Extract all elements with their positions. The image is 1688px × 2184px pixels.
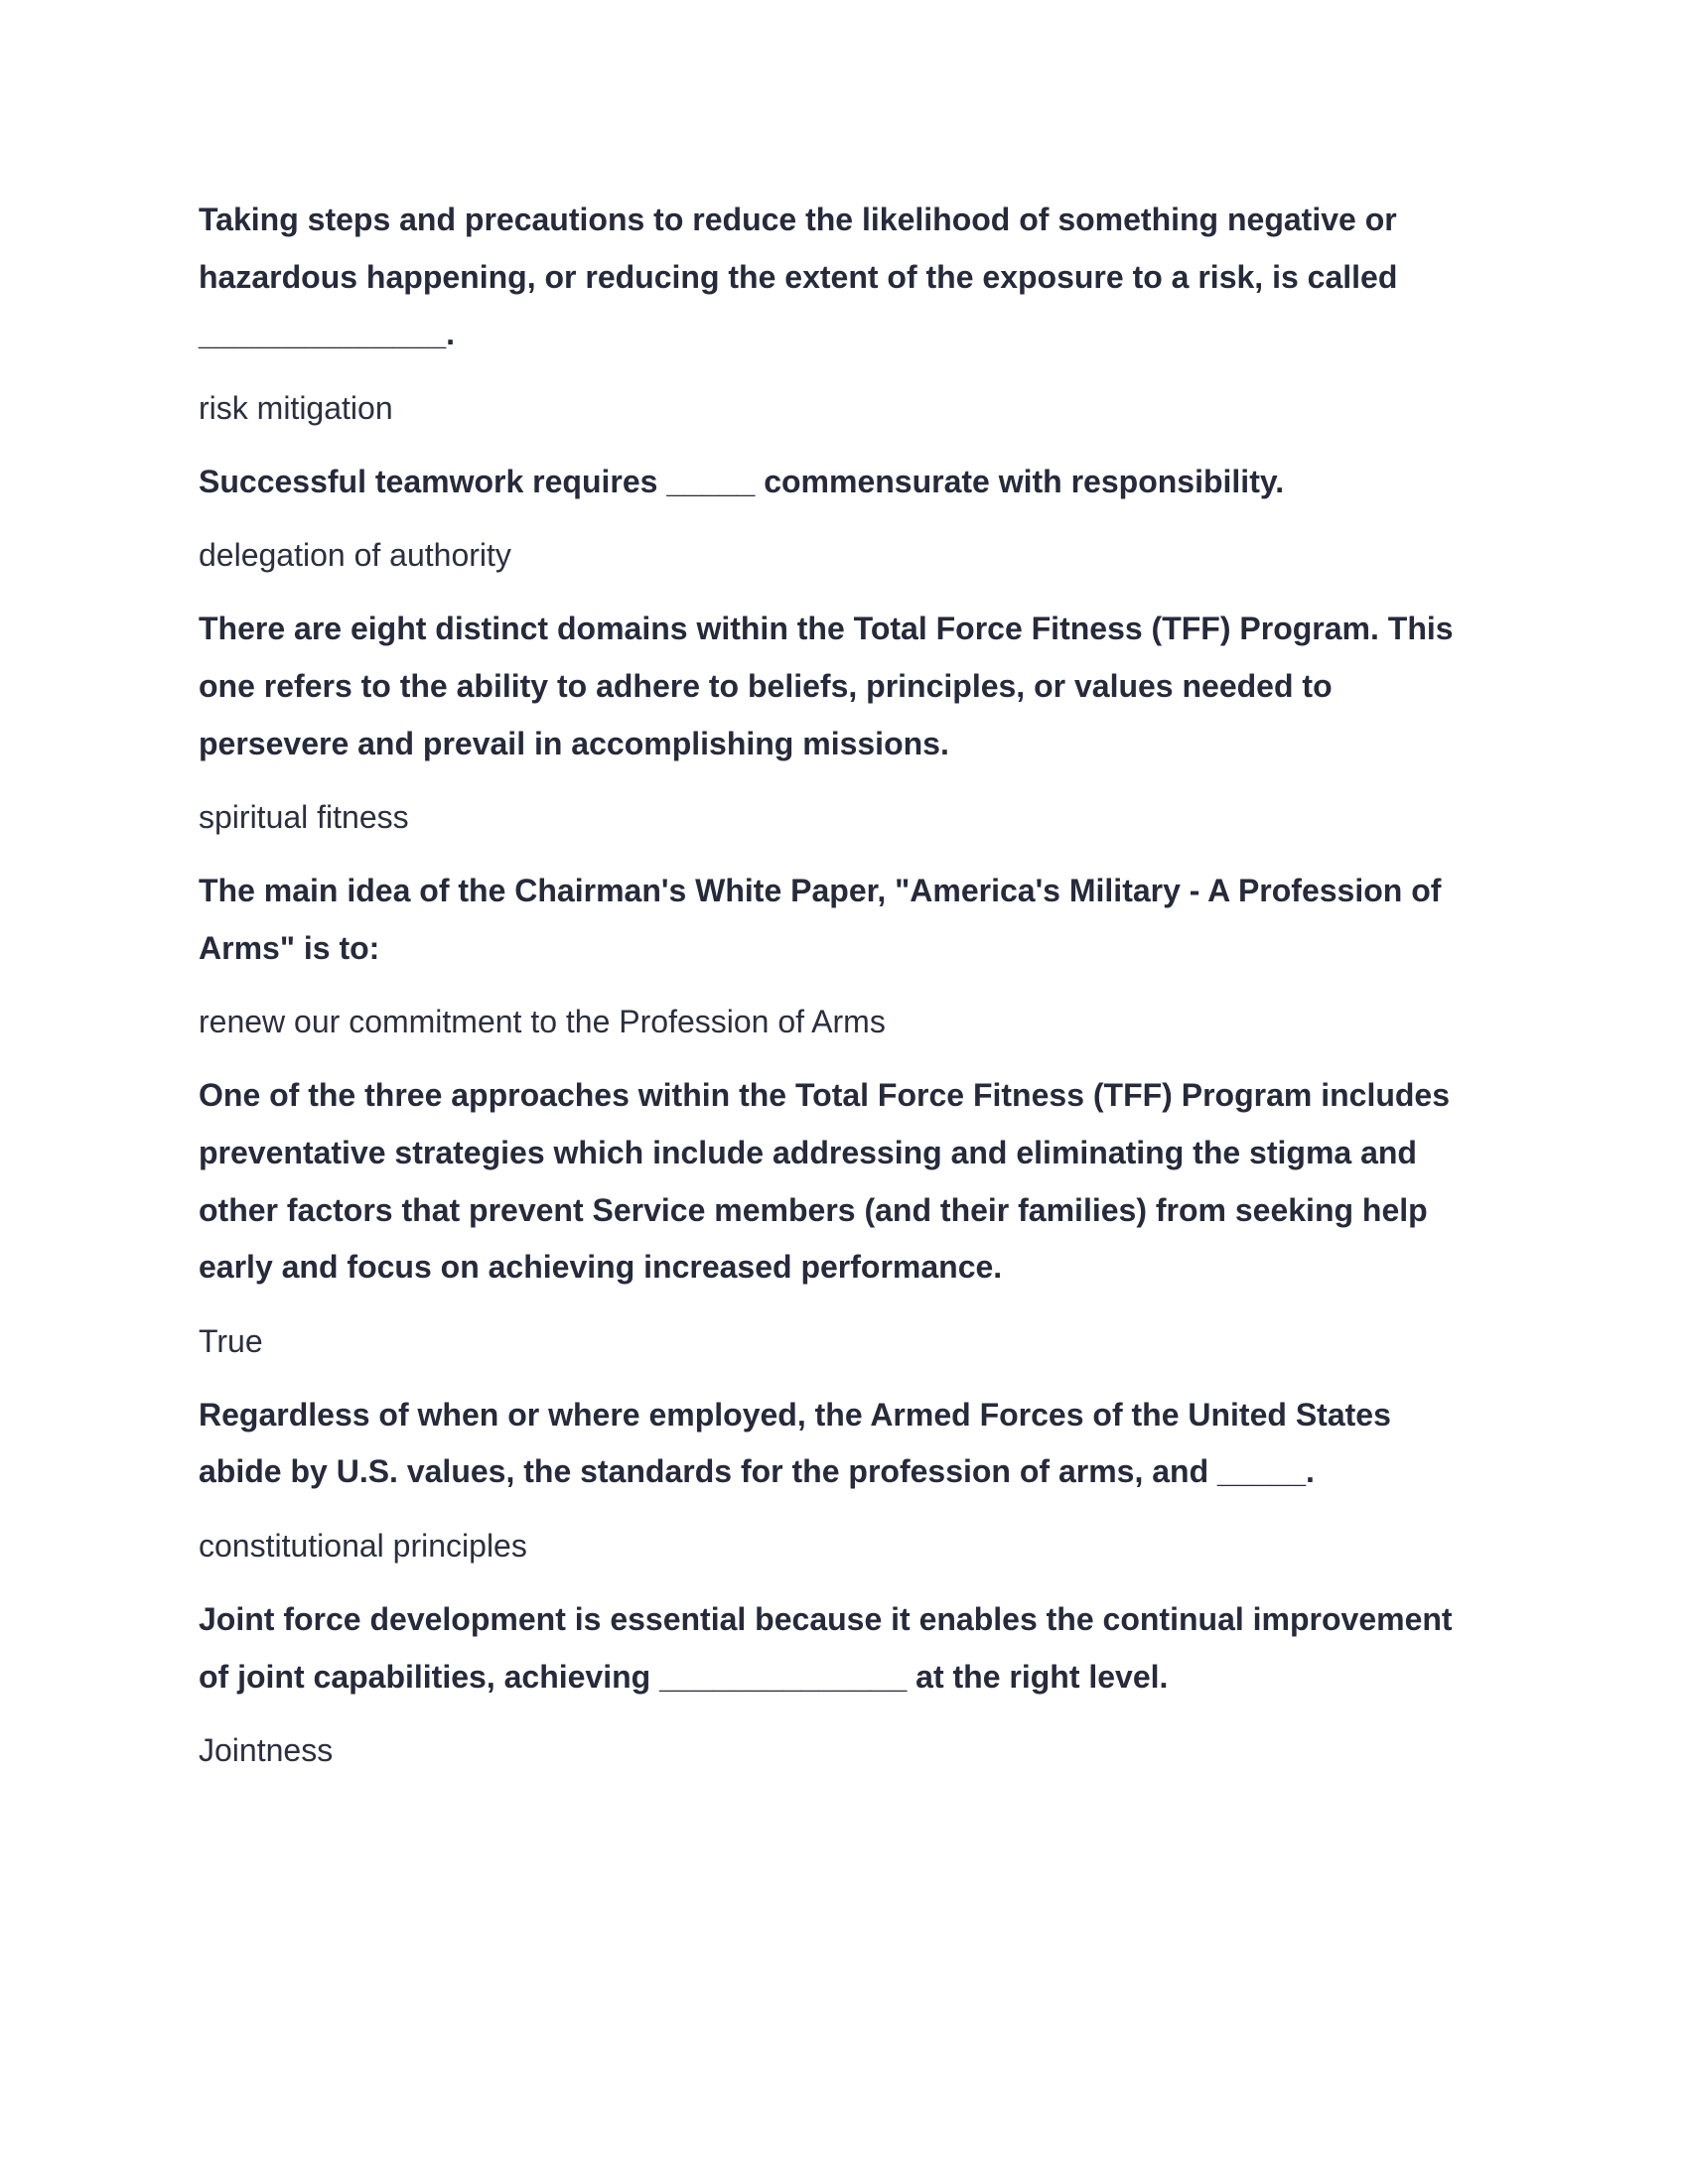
flashcard-item: [199, 454, 1479, 575]
flashcard-answer: renew our commitment to the Profession of Arms: [199, 1004, 886, 1040]
flashcard-item: [199, 1387, 1479, 1565]
flashcard-answer: Jointness: [199, 1732, 334, 1769]
flashcard-question: Taking steps and precautions to reduce the likelihood of something negative or hazardous happening, or reducing the extent of the exposure to a risk, is called ______________.: [199, 202, 1407, 352]
flashcard-item: [199, 1591, 1479, 1769]
flashcard-answer: risk mitigation: [199, 389, 393, 426]
flashcard-question: Successful teamwork requires _____ commensurate with responsibility.: [199, 463, 1285, 499]
flashcard-item: [199, 863, 1479, 1040]
flashcard-question: There are eight distinct domains within the Total Force Fitness (TFF) Program. This one refers to the ability to adhere to beliefs, principles, or values needed to persevere and prevail in accomplishing missions.: [199, 611, 1463, 761]
flashcard-item: [199, 1067, 1479, 1359]
flashcard-item: [199, 192, 1479, 427]
flashcard-answer: spiritual fitness: [199, 799, 409, 836]
flashcard-page: [199, 192, 1479, 1796]
flashcard-answer: delegation of authority: [199, 537, 511, 574]
flashcard-answer: True: [199, 1322, 263, 1359]
flashcard-question: One of the three approaches within the Total Force Fitness (TFF) Program includes preventative strategies which include addressing and eliminating the stigma and other factors that prevent Service members (and their families) from seeking help early and focus on achieving increased performance.: [199, 1077, 1459, 1286]
flashcard-question: Joint force development is essential because it enables the continual improvement of joint capabilities, achieving ______________ at the right level.: [199, 1600, 1462, 1695]
flashcard-question: The main idea of the Chairman's White Paper, "America's Military - A Profession of Arms" is to:: [199, 873, 1450, 966]
flashcard-answer: constitutional principles: [199, 1527, 527, 1564]
flashcard-question: Regardless of when or where employed, the Armed Forces of the United States abide by U.S. values, the standards for the profession of arms, and _____.: [199, 1396, 1400, 1490]
flashcard-item: [199, 601, 1479, 836]
